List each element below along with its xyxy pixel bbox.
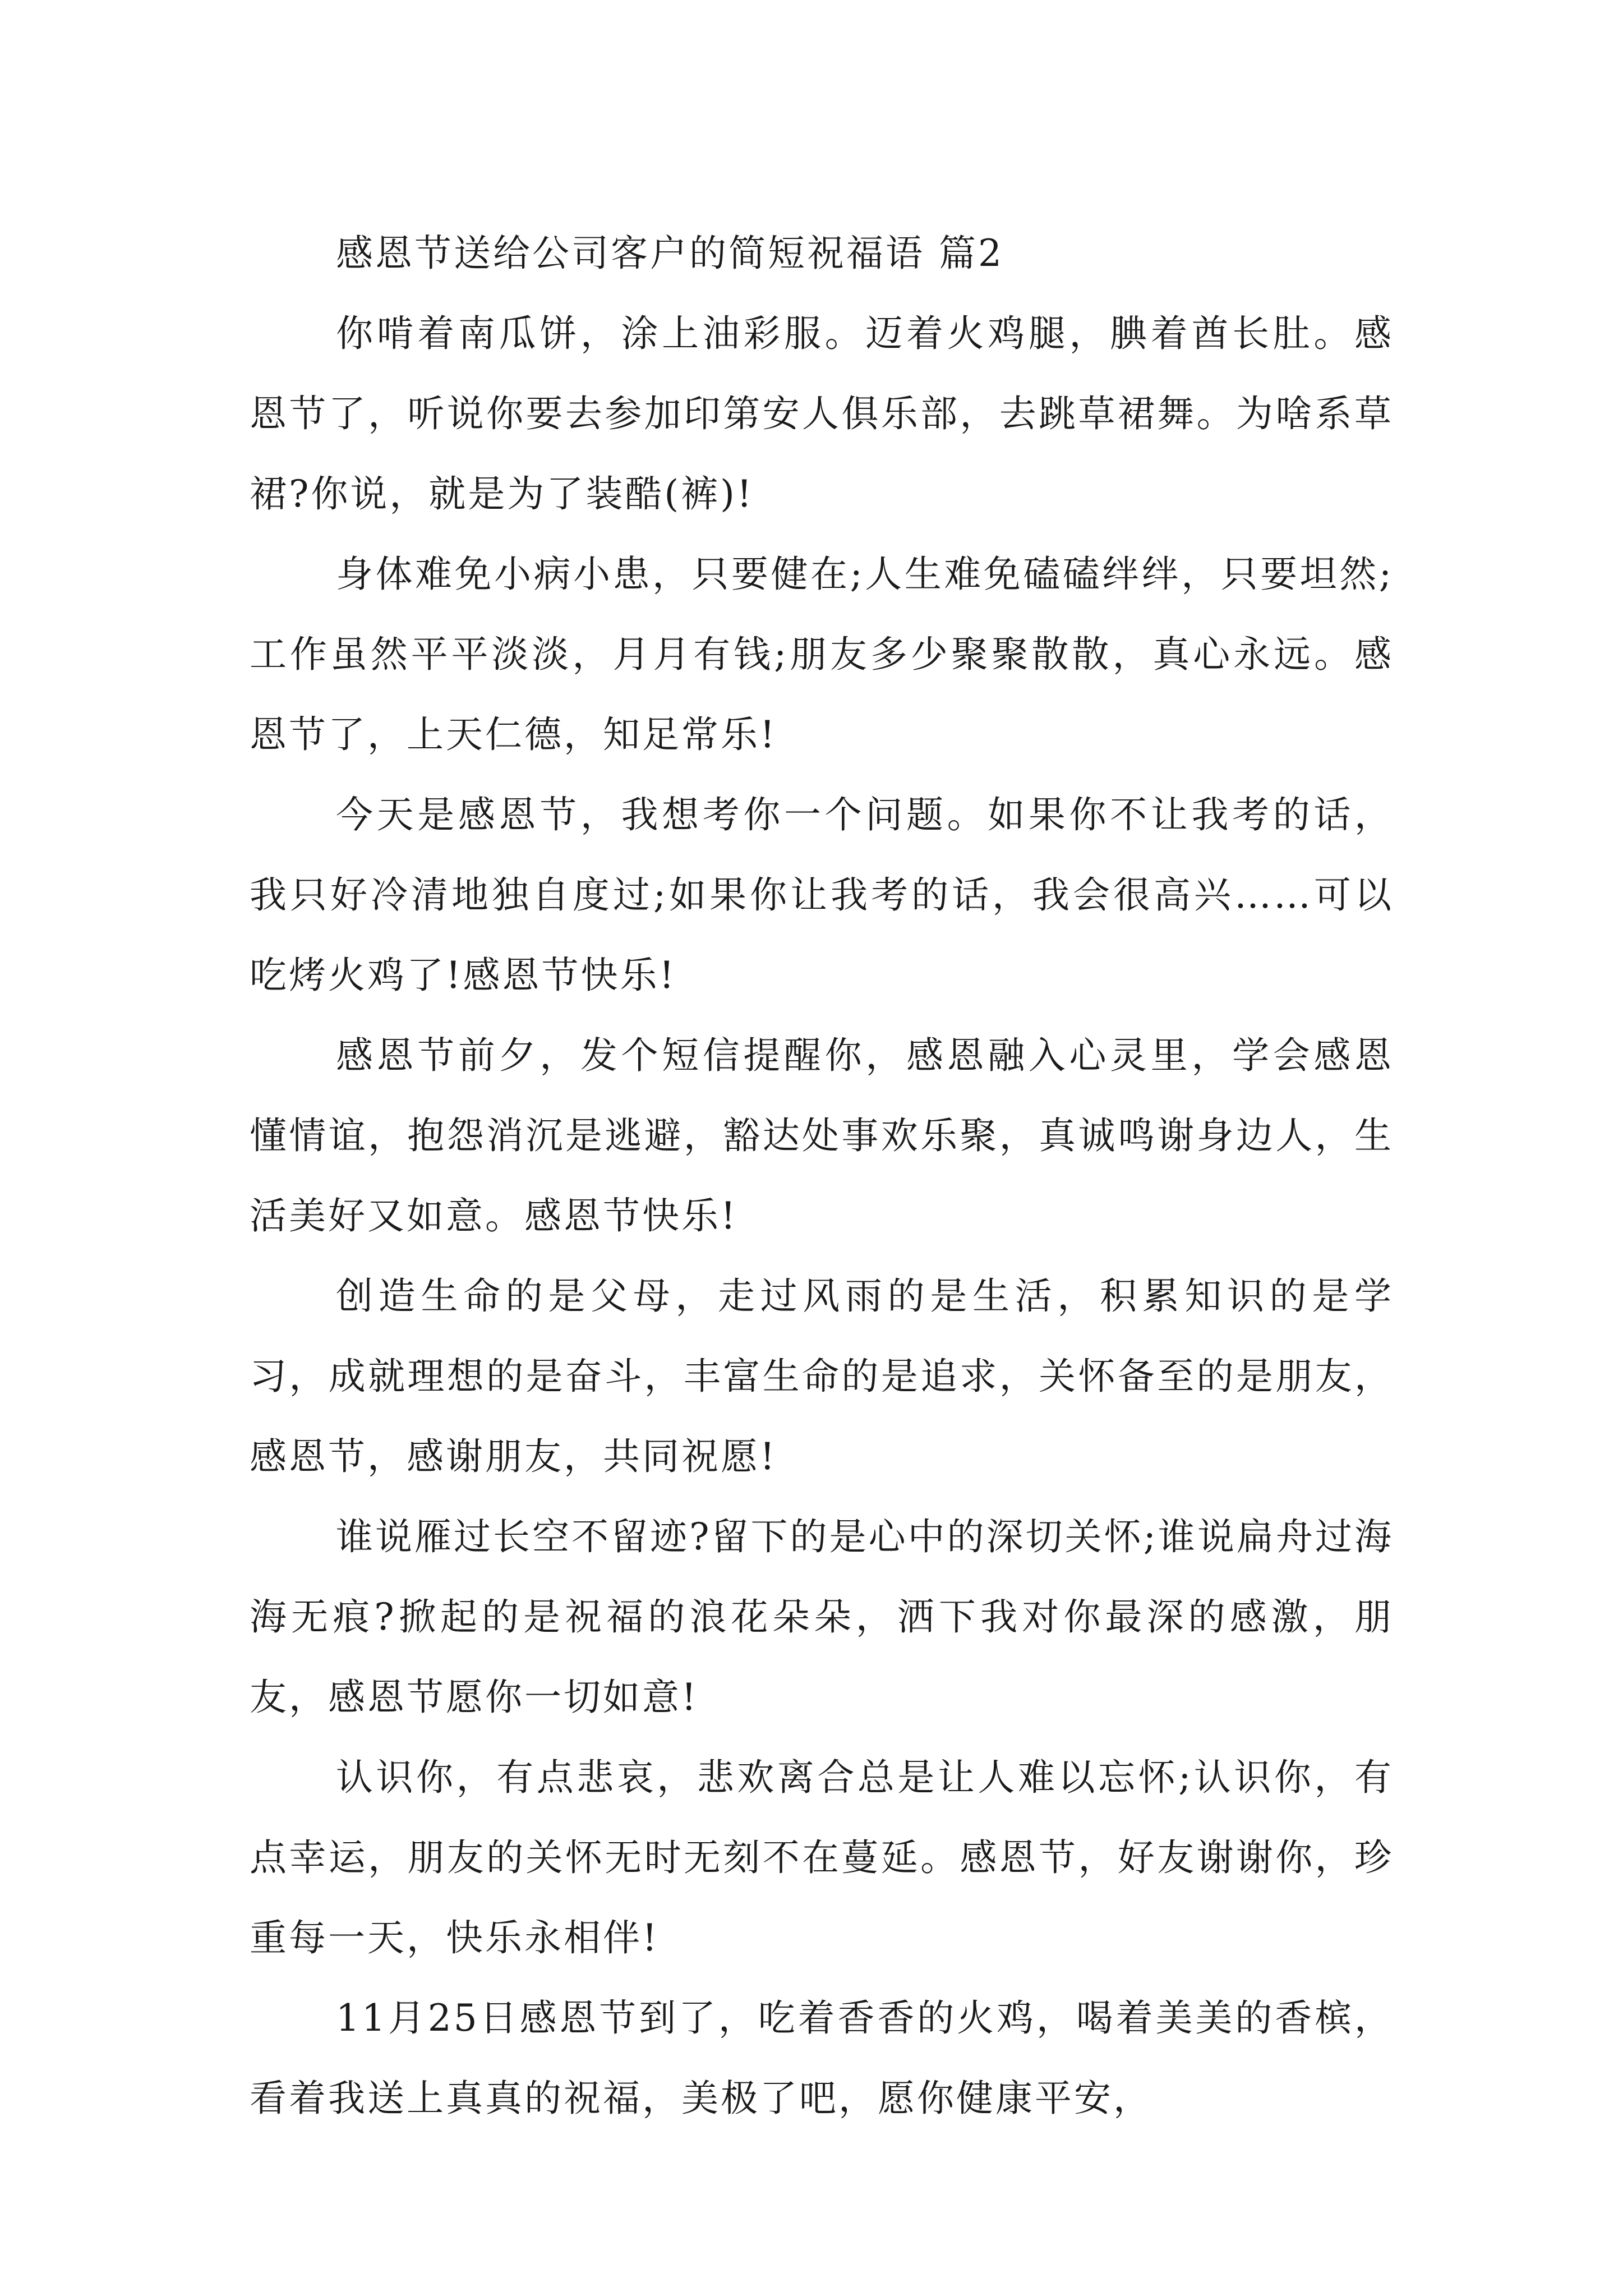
paragraph-1: 你啃着南瓜饼，涂上油彩服。迈着火鸡腿，腆着酋长肚。感恩节了，听说你要去参加印第安人俱乐部，去跳草裙舞。为啥系草裙?你说，就是为了装酷(裤)! [250,312,1394,516]
paragraph-6: 谁说雁过长空不留迹?留下的是心中的深切关怀;谁说扁舟过海海无痕?掀起的是祝福的浪花朵朵，洒下我对你最深的感激，朋友，感恩节愿你一切如意! [250,1515,1394,1719]
paragraph-5: 创造生命的是父母，走过风雨的是生活，积累知识的是学习，成就理想的是奋斗，丰富生命的是追求，关怀备至的是朋友，感恩节，感谢朋友，共同祝愿! [250,1274,1394,1478]
document-body [250,213,1394,2138]
paragraph-3: 今天是感恩节，我想考你一个问题。如果你不让我考的话，我只好冷清地独自度过;如果你让我考的话，我会很高兴……可以吃烤火鸡了!感恩节快乐! [250,793,1394,997]
paragraph-4: 感恩节前夕，发个短信提醒你，感恩融入心灵里，学会感恩懂情谊，抱怨消沉是逃避，豁达处事欢乐聚，真诚鸣谢身边人，生活美好又如意。感恩节快乐! [250,1034,1394,1237]
paragraph-7: 认识你，有点悲哀，悲欢离合总是让人难以忘怀;认识你，有点幸运，朋友的关怀无时无刻不在蔓延。感恩节，好友谢谢你，珍重每一天，快乐永相伴! [250,1756,1394,1959]
paragraph-8: 11月25日感恩节到了，吃着香香的火鸡，喝着美美的香槟，看着我送上真真的祝福，美极了吧，愿你健康平安， [250,1996,1394,2120]
section-heading: 感恩节送给公司客户的简短祝福语 篇2 [336,232,1004,275]
paragraph-2: 身体难免小病小患，只要健在;人生难免磕磕绊绊，只要坦然;工作虽然平平淡淡，月月有钱;朋友多少聚聚散散，真心永远。感恩节了，上天仁德，知足常乐! [250,553,1394,756]
